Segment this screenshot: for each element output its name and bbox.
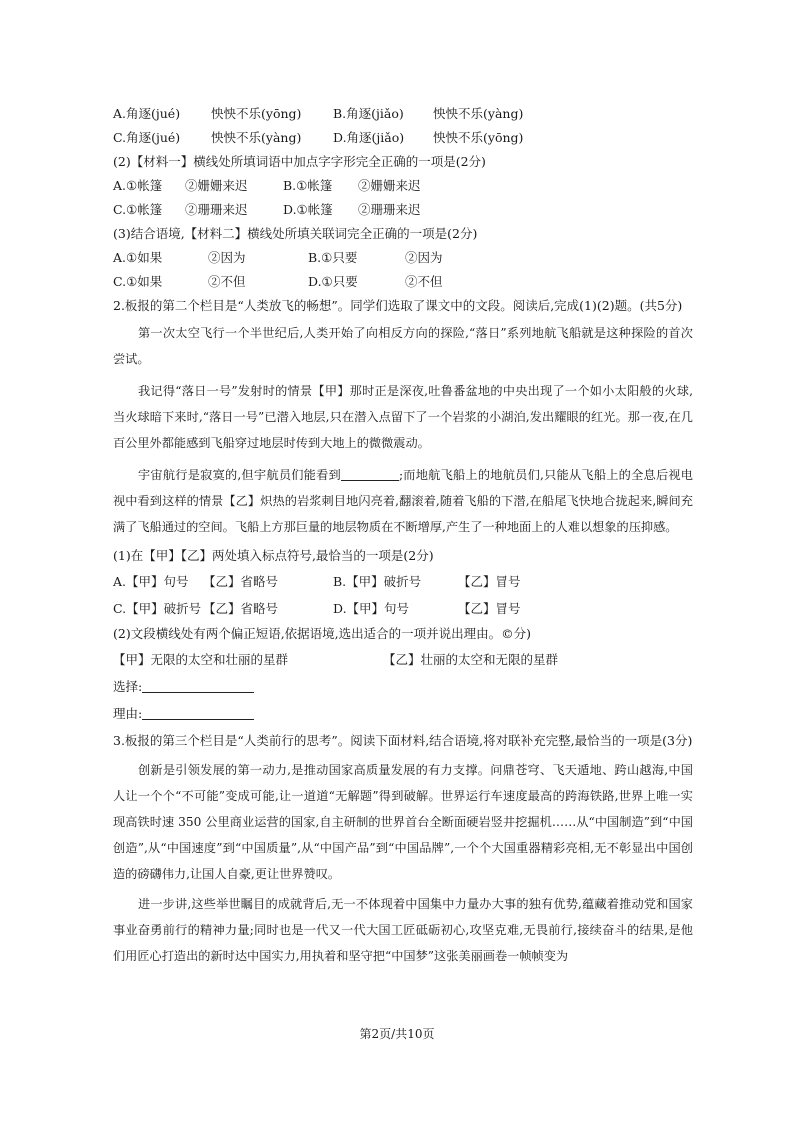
q1-3-options-row1 <box>113 246 693 270</box>
option-d2: ②珊珊来迟 <box>358 202 421 217</box>
option-a1: A.①帐篷 <box>113 178 163 193</box>
q1-2-options-row2 <box>113 198 693 222</box>
choose-line <box>113 673 693 700</box>
option-c-text: 怏怏不乐(yàng) <box>211 130 302 145</box>
q2-passage-para1: 第一次太空飞行一个半世纪后,人类开始了向相反方向的探险,“落日”系列地航飞船就是这种探险的首次尝试。 <box>113 326 693 366</box>
reason-label: 理由: <box>113 706 143 721</box>
q1-2-stem: (2)【材料一】横线处所填词语中加点字字形完全正确的一项是(2分) <box>113 154 486 169</box>
option-a2: ②姗姗来迟 <box>185 178 248 193</box>
option-d2: 【乙】冒号 <box>458 601 521 616</box>
option-a1: A.【甲】句号 <box>113 574 189 589</box>
q1-3-options-row2 <box>113 270 693 294</box>
page-number: 第2页/共10页 <box>359 1027 435 1041</box>
option-a-text: 怏怏不乐(yōng) <box>211 106 302 121</box>
option-c1: C.①帐篷 <box>113 202 163 217</box>
choice-jia: 【甲】无限的太空和壮丽的星群 <box>113 652 289 667</box>
option-b-text: 怏怏不乐(yàng) <box>433 106 524 121</box>
q3-passage-para1: 创新是引领发展的第一动力,是推动国家高质量发展的有力支撑。问鼎苍穹、飞天遁地、跨山越海,中国人让一个个“不可能”变成可能,让一道道“无解题”得到破解。世界运行车速度最高的跨海铁路,世界上唯一实现高铁时速 350 公里商业运营的国家,自主研制的世界首台全断面硬岩竖井挖掘机……从“中国制造”到“中国创造”,从“中国速度”到“中国质量”,从“中国产品”到“中国品牌”,一个个大国重器精彩亮相,无不彰显出中国创造的磅礴伟力,让国人自豪,更让世界赞叹。 <box>113 763 693 881</box>
option-b2: 【乙】冒号 <box>458 574 521 589</box>
option-b2: ②因为 <box>405 250 443 265</box>
q2-passage-para3 <box>113 462 693 540</box>
option-c1: C.【甲】破折号 <box>113 601 202 616</box>
q2-passage-para2: 我记得“落日一号”发射时的情景【甲】那时正是深夜,吐鲁番盆地的中央出现了一个如小太阳般的火球,当火球暗下来时,“落日一号”已潜入地层,只在潜入点留下了一个岩浆的小湖泊,发出耀眼的红光。那一夜,在几百公里外都能感到飞船穿过地层时传到大地上的微微震动。 <box>113 384 693 450</box>
option-c-label: C.角逐(jué) <box>113 130 181 145</box>
choose-label: 选择: <box>113 679 143 694</box>
option-d2: ②不但 <box>405 274 443 289</box>
q2-stem: 2.板报的第二个栏目是“人类放飞的畅想”。同学们选取了课文中的文段。阅读后,完成(1)(2)题。(共5分) <box>113 298 683 313</box>
option-a2: ②因为 <box>208 250 246 265</box>
option-d-text: 怏怏不乐(yōng) <box>433 130 524 145</box>
option-b1: B.①只要 <box>308 250 358 265</box>
option-c2: ②珊珊来迟 <box>185 202 248 217</box>
option-a1: A.①如果 <box>113 250 163 265</box>
option-b1: B.【甲】破折号 <box>333 574 422 589</box>
option-d1: D.【甲】句号 <box>333 601 410 616</box>
option-d-label: D.角逐(jiǎo) <box>333 130 405 145</box>
option-b2: ②姗姗来迟 <box>358 178 421 193</box>
q2-sub2-choices <box>113 646 693 673</box>
option-a-label: A.角逐(jué) <box>113 106 181 121</box>
option-c2: 【乙】省略号 <box>203 601 279 616</box>
exam-page <box>113 102 693 969</box>
reason-line <box>113 700 693 727</box>
q1-2-options-row1 <box>113 174 693 198</box>
para3-after: ;而地航飞船上的地航员们,只能从飞船上的全息后视电视中看到这样的情景【乙】炽热的岩浆刺目地闪亮着,翻滚着,随着飞船的下潜,在船尾飞快地合拢起来,瞬间充满了飞船通过的空间。飞船上方那巨量的地层物质在不断增厚,产生了一种地面上的人难以想象的压抑感。 <box>113 468 693 534</box>
fill-blank[interactable] <box>341 466 399 481</box>
option-c1: C.①如果 <box>113 274 163 289</box>
option-b1: B.①帐篷 <box>283 178 333 193</box>
q2-sub1-stem: (1)在【甲】【乙】两处填入标点符号,最恰当的一项是(2分) <box>113 548 434 563</box>
q1-3-stem: (3)结合语境,【材料二】横线处所填关联词完全正确的一项是(2分) <box>113 226 478 241</box>
choice-yi: 【乙】壮丽的太空和无限的星群 <box>383 652 559 667</box>
option-d1: D.①帐篷 <box>283 202 333 217</box>
reason-answer-blank[interactable] <box>142 705 254 720</box>
choose-answer-blank[interactable] <box>142 678 254 693</box>
q2-sub1-options-row1 <box>113 568 693 595</box>
q1-1-options-row2 <box>113 126 693 150</box>
option-a2: 【乙】省略号 <box>203 574 279 589</box>
option-c2: ②不但 <box>208 274 246 289</box>
q3-stem: 3.板报的第三个栏目是“人类前行的思考”。阅读下面材料,结合语境,将对联补充完整,最恰当的一项是(3分) <box>113 733 693 748</box>
para3-before: 宇宙航行是寂寞的,但宇航员们能看到 <box>138 468 341 482</box>
option-d1: D.①只要 <box>308 274 358 289</box>
q2-sub1-options-row2 <box>113 595 693 622</box>
q1-1-options-row1 <box>113 102 693 126</box>
q3-passage-para2: 进一步讲,这些举世瞩目的成就背后,无一不体现着中国集中力量办大事的独有优势,蕴藏着推动党和国家事业奋勇前行的精神力量;同时也是一代又一代大国工匠砥砺初心,攻坚克难,无畏前行,接续奋斗的结果,是他们用匠心打造出的新时达中国实力,用执着和坚守把“中国梦”这张美丽画卷一帧帧变为 <box>113 897 693 963</box>
q2-sub2-stem: (2)文段横线处有两个偏正短语,依据语境,选出适合的一项并说出理由。©分) <box>113 626 532 641</box>
option-b-label: B.角逐(jiǎo) <box>333 106 404 121</box>
